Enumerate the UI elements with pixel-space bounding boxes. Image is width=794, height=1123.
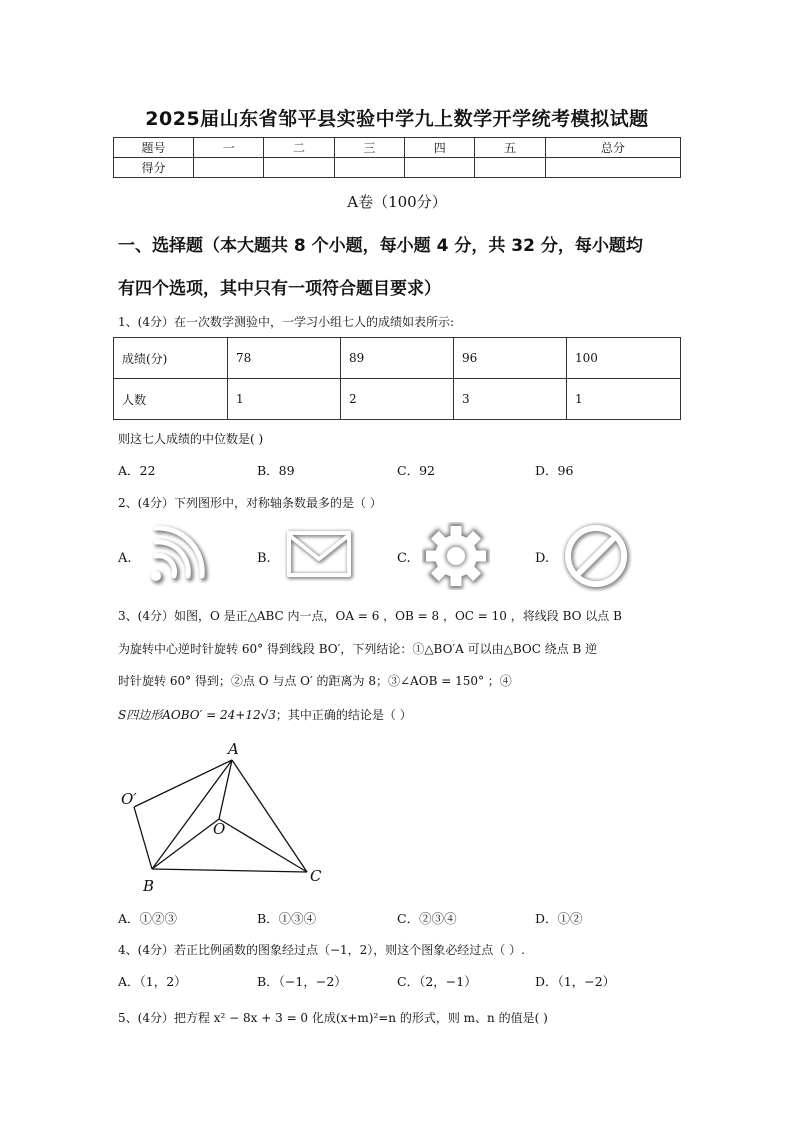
score-header-cell: 二 xyxy=(264,138,334,158)
q1-option-b[interactable]: B．89 xyxy=(257,463,295,478)
score-header-cell: 一 xyxy=(194,138,264,158)
score-header-cell: 总分 xyxy=(545,138,680,158)
score-table-header-row xyxy=(114,138,681,158)
score-input-cell[interactable] xyxy=(405,158,475,178)
table-row xyxy=(114,379,681,420)
q2-option-c-label[interactable]: C. xyxy=(397,551,411,566)
q3-option-b[interactable]: B．①③④ xyxy=(257,911,317,926)
q4-option-a[interactable]: A．（1，2） xyxy=(118,974,187,989)
segment-bc xyxy=(152,869,307,872)
table-cell: 1 xyxy=(228,379,341,420)
part1-heading-line1: 一、选择题（本大题共 8 个小题，每小题 4 分，共 32 分，每小题均 xyxy=(118,236,643,256)
score-header-cell: 四 xyxy=(405,138,475,158)
q1-stem: 1、(4分）在一次数学测验中，一学习小组七人的成绩如表所示: xyxy=(118,315,454,329)
score-input-cell[interactable] xyxy=(264,158,334,178)
score-input-cell[interactable] xyxy=(475,158,545,178)
score-table-score-row xyxy=(114,158,681,178)
label-a: A xyxy=(228,740,239,758)
q2-option-d-label[interactable]: D. xyxy=(535,551,550,566)
table-cell: 96 xyxy=(454,338,567,379)
table-cell: 人数 xyxy=(114,379,228,420)
score-table xyxy=(113,137,681,178)
segment-ac xyxy=(232,760,307,872)
q1-option-c[interactable]: C．92 xyxy=(397,463,435,478)
q4-option-c[interactable]: C．（2，−1） xyxy=(397,974,477,989)
q3-line4 xyxy=(118,706,412,723)
q3-line2: 为旋转中心逆时针旋转 60° 得到线段 BO′，下列结论：①△BO′A 可以由△BOC 绕点 B 逆 xyxy=(118,642,598,656)
score-input-cell[interactable] xyxy=(334,158,404,178)
table-row xyxy=(114,338,681,379)
segment-o1b xyxy=(134,807,152,869)
table-cell: 1 xyxy=(567,379,681,420)
q3-geometry-figure xyxy=(115,735,335,900)
q1-score-table xyxy=(113,337,681,420)
score-header-cell: 三 xyxy=(334,138,404,158)
q4-stem: 4、(4分）若正比例函数的图象经过点（−1，2），则这个图象必经过点（ ）. xyxy=(118,943,525,957)
segment-ob xyxy=(152,819,219,869)
q3-line4-rest: ；其中正确的结论是（ ） xyxy=(275,708,412,722)
gear-icon xyxy=(422,522,490,590)
exam-title: 2025届山东省邹平县实验中学九上数学开学统考模拟试题 xyxy=(145,108,649,130)
section-label: A卷（100分） xyxy=(347,193,447,211)
q2-option-b-label[interactable]: B. xyxy=(257,551,271,566)
part1-heading-line2: 有四个选项，其中只有一项符合题目要求） xyxy=(118,279,441,299)
label-b: B xyxy=(143,877,155,895)
table-cell: 3 xyxy=(454,379,567,420)
table-cell: 100 xyxy=(567,338,681,379)
segment-oc xyxy=(219,819,307,872)
prohibited-icon xyxy=(562,522,632,592)
table-cell: 89 xyxy=(341,338,454,379)
q3-option-a[interactable]: A．①②③ xyxy=(118,911,178,926)
score-row-label: 得分 xyxy=(114,158,194,178)
q3-option-c[interactable]: C．②③④ xyxy=(397,911,457,926)
q3-option-d[interactable]: D．①② xyxy=(535,911,583,926)
score-header-cell: 五 xyxy=(475,138,545,158)
q3-area-formula: S四边形AOBO′ = 24+12√3 xyxy=(118,708,276,722)
score-input-cell[interactable] xyxy=(545,158,680,178)
q5-stem: 5、(4分）把方程 x² − 8x + 3 = 0 化成(x+m)²=n 的形式，则 m、n 的值是( ) xyxy=(118,1011,548,1025)
wifi-icon xyxy=(146,520,216,588)
q1-ask: 则这七人成绩的中位数是( ) xyxy=(118,432,264,446)
mail-icon xyxy=(284,528,356,582)
label-c: C xyxy=(310,867,322,885)
q4-option-d[interactable]: D．（1，−2） xyxy=(535,974,616,989)
segment-ao1 xyxy=(134,760,232,807)
table-cell: 成绩(分) xyxy=(114,338,228,379)
q2-stem: 2、(4分）下列图形中，对称轴条数最多的是（ ） xyxy=(118,496,382,510)
q1-option-d[interactable]: D．96 xyxy=(535,463,574,478)
q4-option-b[interactable]: B．（−1，−2） xyxy=(257,974,347,989)
table-cell: 2 xyxy=(341,379,454,420)
score-header-cell: 题号 xyxy=(114,138,194,158)
label-o-prime: O′ xyxy=(121,790,137,808)
q1-option-a[interactable]: A．22 xyxy=(118,463,156,478)
q2-option-a-label[interactable]: A. xyxy=(118,551,132,566)
q3-line3: 时针旋转 60° 得到；②点 O 与点 O′ 的距离为 8；③∠AOB = 150° ；④ xyxy=(118,674,512,688)
q3-line1: 3、(4分）如图，O 是正△ABC 内一点，OA = 6 ，OB = 8 ，OC = 10 ，将线段 BO 以点 B xyxy=(118,609,622,623)
label-o: O xyxy=(213,820,226,838)
table-cell: 78 xyxy=(228,338,341,379)
score-input-cell[interactable] xyxy=(194,158,264,178)
